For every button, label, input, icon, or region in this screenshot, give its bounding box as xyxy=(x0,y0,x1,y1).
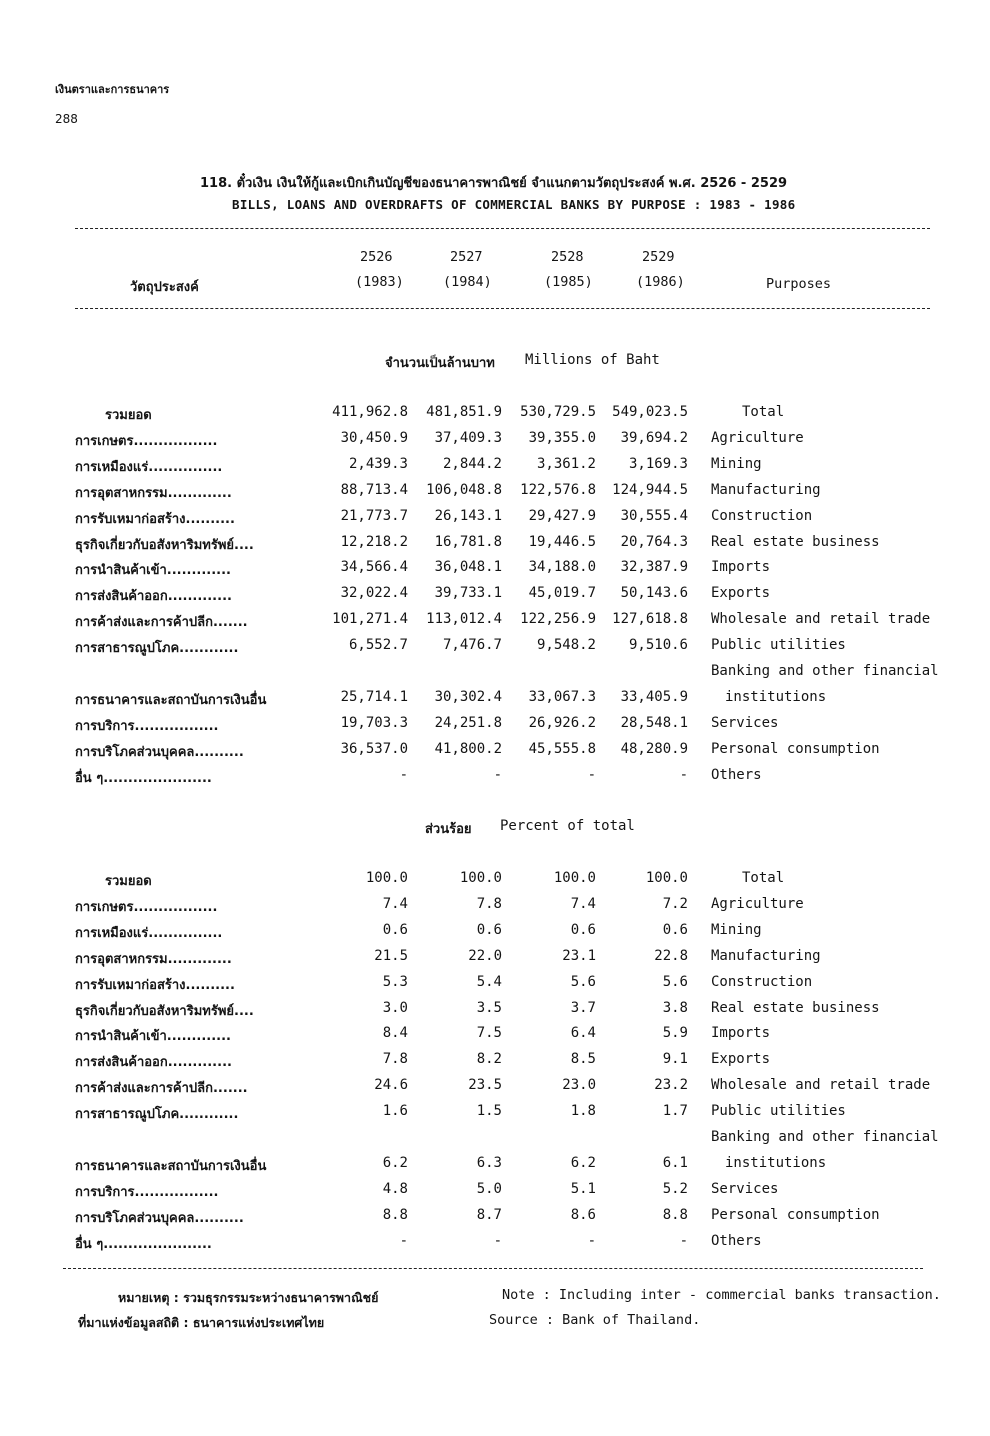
cell-value: 0.6 xyxy=(382,921,408,938)
row-label-english: Wholesale and retail trade xyxy=(711,611,931,628)
page-number: 288 xyxy=(55,112,78,126)
cell-value: 5.0 xyxy=(476,1180,502,1197)
row-label-english: Personal consumption xyxy=(711,740,880,757)
cell-value: 8.5 xyxy=(570,1051,596,1068)
cell-value: 5.1 xyxy=(570,1180,596,1197)
row-label-thai: การส่งสินค้าออก............. xyxy=(75,1055,232,1071)
cell-value: 5.9 xyxy=(662,1025,688,1042)
cell-value: 9,510.6 xyxy=(628,637,688,654)
row-label-thai: การอุตสาหกรรม............. xyxy=(75,951,232,967)
row-label-english: Total xyxy=(742,404,785,420)
cell-value: - xyxy=(399,1232,408,1249)
table-row xyxy=(0,637,990,663)
cell-value: 7.4 xyxy=(570,895,596,912)
cell-value: - xyxy=(399,766,408,783)
row-label-thai: การสาธารณูปโภค............ xyxy=(75,1107,239,1123)
cell-value: 122,256.9 xyxy=(520,611,596,628)
cell-value: 48,280.9 xyxy=(620,740,688,757)
row-label-english: Imports xyxy=(711,559,771,576)
top-rule xyxy=(75,228,930,229)
row-label-thai: รวมยอด xyxy=(105,408,152,423)
table-row xyxy=(0,974,990,1000)
row-label-thai: การค้าส่งและการค้าปลีก....... xyxy=(75,615,248,631)
cell-value: 24.6 xyxy=(374,1077,408,1094)
cell-value: 113,012.4 xyxy=(426,611,502,628)
header-rule xyxy=(75,308,930,309)
cell-value: 30,450.9 xyxy=(340,429,408,446)
cell-value: - xyxy=(587,1232,596,1249)
cell-value: 28,548.1 xyxy=(620,714,688,731)
cell-value: 19,446.5 xyxy=(528,533,596,550)
cell-value: 1.8 xyxy=(570,1103,596,1120)
table-row xyxy=(0,508,990,534)
row-label-thai: การอุตสาหกรรม............. xyxy=(75,485,232,501)
row-label-thai: การเหมืองแร่............... xyxy=(75,459,223,475)
table-row xyxy=(0,559,990,585)
cell-value: 23.1 xyxy=(562,947,596,964)
year-be-2529: 2529 xyxy=(642,249,675,265)
cell-value: 100.0 xyxy=(365,870,408,886)
year-be-2527: 2527 xyxy=(450,249,483,265)
cell-value: 5.4 xyxy=(476,973,502,990)
cell-value: 3.5 xyxy=(476,999,502,1016)
cell-value: 8.7 xyxy=(476,1206,502,1223)
cell-value: 24,251.8 xyxy=(434,714,502,731)
cell-value: 23.2 xyxy=(654,1077,688,1094)
row-label-english: Personal consumption xyxy=(711,1206,880,1223)
cell-value: 33,405.9 xyxy=(620,688,688,705)
section-heading-thai: ส่วนร้อย xyxy=(425,822,472,837)
cell-value: 45,555.8 xyxy=(528,740,596,757)
cell-value: 5.2 xyxy=(662,1180,688,1197)
cell-value: 1.7 xyxy=(662,1103,688,1120)
row-label-thai: ธุรกิจเกี่ยวกับอสังหาริมทรัพย์.... xyxy=(75,537,254,553)
cell-value: 39,355.0 xyxy=(528,429,596,446)
cell-value: 30,555.4 xyxy=(620,507,688,524)
cell-value: 5.3 xyxy=(382,973,408,990)
cell-value: 6.1 xyxy=(662,1154,688,1171)
row-label-english: Imports xyxy=(711,1025,771,1042)
row-label-thai: การสาธารณูปโภค............ xyxy=(75,641,239,657)
cell-value: 7.8 xyxy=(382,1051,408,1068)
cell-value: 50,143.6 xyxy=(620,585,688,602)
table-row xyxy=(0,1181,990,1207)
cell-value: 23.5 xyxy=(468,1077,502,1094)
row-label-thai: อื่น ๆ...................... xyxy=(75,770,212,786)
cell-value: 6.2 xyxy=(570,1154,596,1171)
table-row xyxy=(0,430,990,456)
cell-value: 7.5 xyxy=(476,1025,502,1042)
row-label-thai: การเกษตร................. xyxy=(75,899,218,915)
cell-value: 0.6 xyxy=(662,921,688,938)
row-label-thai: การธนาคารและสถาบันการเงินอื่น xyxy=(75,692,267,708)
cell-value: 530,729.5 xyxy=(520,404,596,420)
row-label-english: Construction xyxy=(711,973,813,990)
cell-value: 19,703.3 xyxy=(340,714,408,731)
cell-value: 6.3 xyxy=(476,1154,502,1171)
row-label-english: Others xyxy=(711,766,762,783)
row-label-thai: การบริโภคส่วนบุคคล.......... xyxy=(75,744,244,760)
row-label-english: Construction xyxy=(711,507,813,524)
row-label-english: Banking and other financial xyxy=(711,663,939,679)
cell-value: - xyxy=(493,766,502,783)
row-label-english: Others xyxy=(711,1232,762,1249)
cell-value: 29,427.9 xyxy=(528,507,596,524)
running-head: เงินตราและการธนาคาร xyxy=(55,83,170,96)
cell-value: 3.7 xyxy=(570,999,596,1016)
cell-value: 101,271.4 xyxy=(332,611,408,628)
row-label-english: Mining xyxy=(711,921,762,938)
cell-value: 23.0 xyxy=(562,1077,596,1094)
year-be-2526: 2526 xyxy=(360,249,393,265)
table-row xyxy=(0,870,990,896)
row-label-thai: การเกษตร................. xyxy=(75,433,218,449)
cell-value: 100.0 xyxy=(645,870,688,886)
table-row xyxy=(0,922,990,948)
footer-note-thai: หมายเหตุ : รวมธุรกรรมระหว่างธนาคารพาณิชย์ xyxy=(118,1290,379,1305)
cell-value: 2,439.3 xyxy=(348,455,408,472)
cell-value: 21.5 xyxy=(374,947,408,964)
table-row xyxy=(0,715,990,741)
table-row xyxy=(0,1103,990,1129)
table-row xyxy=(0,534,990,560)
row-label-thai: การรับเหมาก่อสร้าง.......... xyxy=(75,511,235,527)
row-label-english: Wholesale and retail trade xyxy=(711,1077,931,1094)
cell-value: 32,022.4 xyxy=(340,585,408,602)
cell-value: 21,773.7 xyxy=(340,507,408,524)
footer-source-thai: ที่มาแห่งข้อมูลสถิติ : ธนาคารแห่งประเทศไทย xyxy=(78,1315,325,1330)
row-label-english: Exports xyxy=(711,585,771,602)
row-label-thai: รวมยอด xyxy=(105,874,152,889)
cell-value: 3,361.2 xyxy=(536,455,596,472)
cell-value: 7.4 xyxy=(382,895,408,912)
cell-value: 41,800.2 xyxy=(434,740,502,757)
cell-value: 7.2 xyxy=(662,895,688,912)
row-label-thai: การธนาคารและสถาบันการเงินอื่น xyxy=(75,1158,267,1174)
table-row xyxy=(0,896,990,922)
cell-value: 4.8 xyxy=(382,1180,408,1197)
section-heading-english: Percent of total xyxy=(500,818,635,834)
row-label-thai: การนำสินค้าเข้า............. xyxy=(75,1029,231,1045)
table-row xyxy=(0,1051,990,1077)
cell-value: 8.8 xyxy=(662,1206,688,1223)
cell-value: 20,764.3 xyxy=(620,533,688,550)
cell-value: 3.0 xyxy=(382,999,408,1016)
row-label-english: Agriculture xyxy=(711,895,804,912)
table-title-english: BILLS, LOANS AND OVERDRAFTS OF COMMERCIAL BANKS BY PURPOSE : 1983 - 1986 xyxy=(232,197,796,212)
table-row xyxy=(0,663,990,689)
cell-value: - xyxy=(679,1232,688,1249)
footer-source-english: Source : Bank of Thailand. xyxy=(489,1312,701,1328)
cell-value: 22.0 xyxy=(468,947,502,964)
cell-value: 6.4 xyxy=(570,1025,596,1042)
cell-value: 124,944.5 xyxy=(612,481,688,498)
row-label-english: Agriculture xyxy=(711,429,804,446)
table-row xyxy=(0,689,990,715)
table-row xyxy=(0,1000,990,1026)
cell-value: 45,019.7 xyxy=(528,585,596,602)
bottom-rule xyxy=(63,1268,923,1269)
cell-value: 8.8 xyxy=(382,1206,408,1223)
footer-note-english: Note : Including inter - commercial banks transaction. xyxy=(502,1287,941,1303)
row-label-english: institutions xyxy=(725,688,827,705)
year-ad-1984: (1984) xyxy=(443,274,492,290)
row-label-thai: การนำสินค้าเข้า............. xyxy=(75,563,231,579)
row-label-english: Manufacturing xyxy=(711,947,821,964)
row-label-english: Real estate business xyxy=(711,999,880,1016)
table-title-thai: 118. ตั๋วเงิน เงินให้กู้และเบิกเกินบัญชีของธนาคารพาณิชย์ จำแนกตามวัตถุประสงค์ พ.ศ. 2526 - 2529 xyxy=(200,176,788,191)
column-header-english: Purposes xyxy=(766,276,832,292)
cell-value: 8.4 xyxy=(382,1025,408,1042)
cell-value: 8.2 xyxy=(476,1051,502,1068)
cell-value: 12,218.2 xyxy=(340,533,408,550)
cell-value: 122,576.8 xyxy=(520,481,596,498)
cell-value: 34,188.0 xyxy=(528,559,596,576)
cell-value: 37,409.3 xyxy=(434,429,502,446)
cell-value: 0.6 xyxy=(476,921,502,938)
year-ad-1983: (1983) xyxy=(355,274,404,290)
table-row xyxy=(0,948,990,974)
cell-value: 100.0 xyxy=(553,870,596,886)
row-label-english: Real estate business xyxy=(711,533,880,550)
cell-value: - xyxy=(679,766,688,783)
row-label-english: Banking and other financial xyxy=(711,1129,939,1145)
cell-value: 5.6 xyxy=(662,973,688,990)
row-label-thai: การรับเหมาก่อสร้าง.......... xyxy=(75,977,235,993)
table-row xyxy=(0,1077,990,1103)
row-label-thai: การค้าส่งและการค้าปลีก....... xyxy=(75,1081,248,1097)
table-row xyxy=(0,404,990,430)
cell-value: 39,694.2 xyxy=(620,429,688,446)
section-heading-thai: จำนวนเป็นล้านบาท xyxy=(385,356,495,371)
cell-value: 25,714.1 xyxy=(340,688,408,705)
cell-value: 36,537.0 xyxy=(340,740,408,757)
table-row xyxy=(0,1207,990,1233)
row-label-thai: การบริการ................. xyxy=(75,1184,219,1200)
cell-value: 32,387.9 xyxy=(620,559,688,576)
row-label-thai: อื่น ๆ...................... xyxy=(75,1236,212,1252)
year-be-2528: 2528 xyxy=(551,249,584,265)
cell-value: 7,476.7 xyxy=(442,637,502,654)
row-label-english: institutions xyxy=(725,1154,827,1171)
cell-value: 16,781.8 xyxy=(434,533,502,550)
cell-value: 88,713.4 xyxy=(340,481,408,498)
row-label-english: Manufacturing xyxy=(711,481,821,498)
year-ad-1985: (1985) xyxy=(544,274,593,290)
cell-value: - xyxy=(493,1232,502,1249)
cell-value: 36,048.1 xyxy=(434,559,502,576)
cell-value: - xyxy=(587,766,596,783)
table-row xyxy=(0,1155,990,1181)
row-label-english: Exports xyxy=(711,1051,771,1068)
row-label-thai: ธุรกิจเกี่ยวกับอสังหาริมทรัพย์.... xyxy=(75,1003,254,1019)
cell-value: 39,733.1 xyxy=(434,585,502,602)
cell-value: 22.8 xyxy=(654,947,688,964)
cell-value: 34,566.4 xyxy=(340,559,408,576)
row-label-english: Public utilities xyxy=(711,1103,846,1120)
row-label-english: Mining xyxy=(711,455,762,472)
cell-value: 1.5 xyxy=(476,1103,502,1120)
section-heading-english: Millions of Baht xyxy=(525,352,660,368)
cell-value: 481,851.9 xyxy=(426,404,502,420)
cell-value: 100.0 xyxy=(459,870,502,886)
cell-value: 3.8 xyxy=(662,999,688,1016)
cell-value: 30,302.4 xyxy=(434,688,502,705)
row-label-english: Services xyxy=(711,1180,779,1197)
column-header-thai: วัตถุประสงค์ xyxy=(130,280,199,295)
cell-value: 7.8 xyxy=(476,895,502,912)
row-label-thai: การบริการ................. xyxy=(75,718,219,734)
row-label-thai: การส่งสินค้าออก............. xyxy=(75,589,232,605)
cell-value: 127,618.8 xyxy=(612,611,688,628)
cell-value: 8.6 xyxy=(570,1206,596,1223)
cell-value: 106,048.8 xyxy=(426,481,502,498)
cell-value: 9,548.2 xyxy=(536,637,596,654)
cell-value: 0.6 xyxy=(570,921,596,938)
table-row xyxy=(0,767,990,793)
table-row xyxy=(0,585,990,611)
row-label-english: Total xyxy=(742,870,785,886)
cell-value: 1.6 xyxy=(382,1103,408,1120)
table-row xyxy=(0,1129,990,1155)
table-row xyxy=(0,482,990,508)
cell-value: 26,926.2 xyxy=(528,714,596,731)
row-label-thai: การบริโภคส่วนบุคคล.......... xyxy=(75,1210,244,1226)
cell-value: 5.6 xyxy=(570,973,596,990)
cell-value: 411,962.8 xyxy=(332,404,408,420)
cell-value: 6,552.7 xyxy=(348,637,408,654)
cell-value: 2,844.2 xyxy=(442,455,502,472)
table-row xyxy=(0,456,990,482)
table-row xyxy=(0,611,990,637)
cell-value: 549,023.5 xyxy=(612,404,688,420)
row-label-english: Services xyxy=(711,714,779,731)
table-row xyxy=(0,1025,990,1051)
row-label-english: Public utilities xyxy=(711,637,846,654)
cell-value: 3,169.3 xyxy=(628,455,688,472)
table-row xyxy=(0,741,990,767)
year-ad-1986: (1986) xyxy=(636,274,685,290)
table-row xyxy=(0,1233,990,1259)
cell-value: 33,067.3 xyxy=(528,688,596,705)
cell-value: 9.1 xyxy=(662,1051,688,1068)
cell-value: 6.2 xyxy=(382,1154,408,1171)
cell-value: 26,143.1 xyxy=(434,507,502,524)
row-label-thai: การเหมืองแร่............... xyxy=(75,925,223,941)
